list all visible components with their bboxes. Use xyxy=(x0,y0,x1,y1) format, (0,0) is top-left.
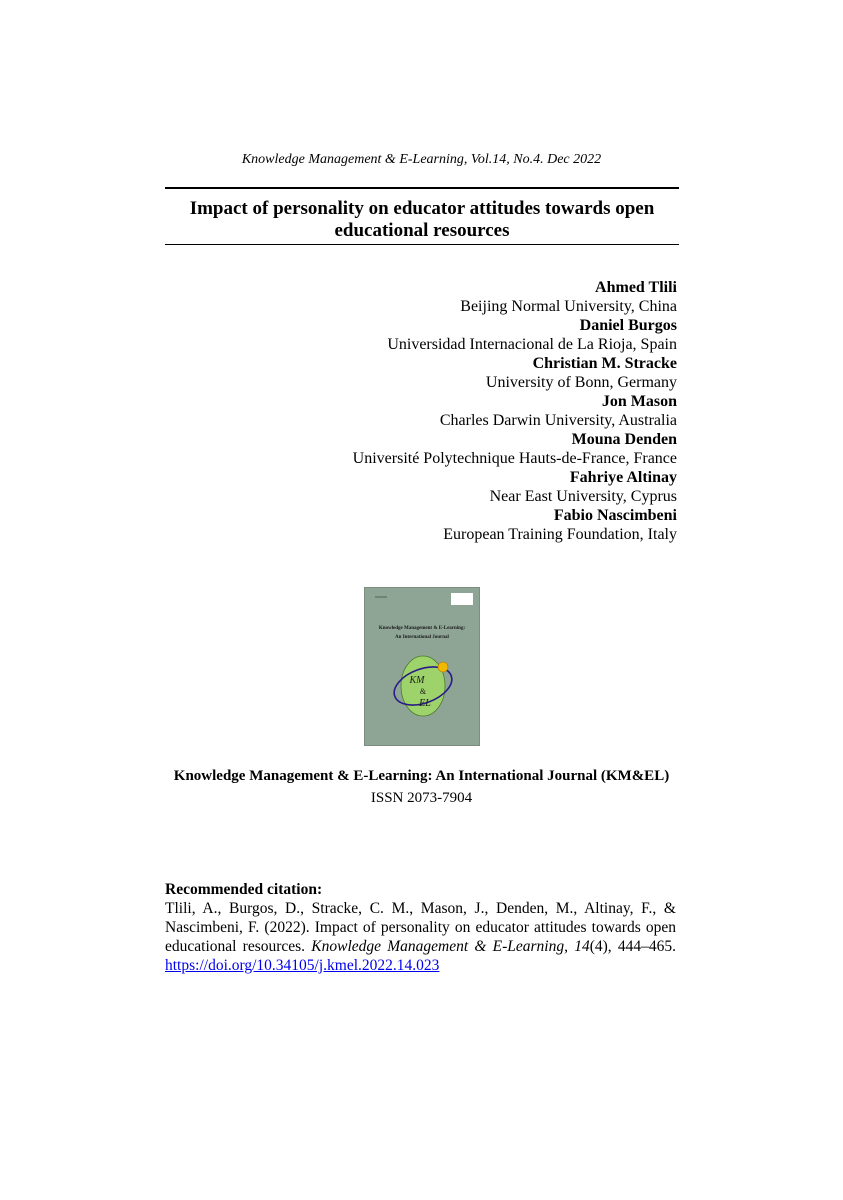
doi-link[interactable]: https://doi.org/10.34105/j.kmel.2022.14.023 xyxy=(165,957,440,974)
title-line-2: educational resources xyxy=(334,220,510,241)
running-head: Knowledge Management & E-Learning, Vol.14, No.4. Dec 2022 xyxy=(241,152,602,167)
author-affiliation: Near East University, Cyprus xyxy=(489,488,677,505)
article-title xyxy=(165,198,679,242)
cover-title-line-2: An International Journal xyxy=(395,635,449,640)
svg-text:EL: EL xyxy=(419,698,431,709)
author-name: Fabio Nascimbeni xyxy=(553,507,677,524)
author-name: Daniel Burgos xyxy=(579,317,677,334)
journal-logo-icon xyxy=(365,588,479,745)
author-name: Mouna Denden xyxy=(571,431,677,448)
author-affiliation: Beijing Normal University, China xyxy=(460,298,677,315)
title-line-1: Impact of personality on educator attitudes towards open xyxy=(189,198,655,219)
author-list xyxy=(157,278,677,544)
title-bottom-rule xyxy=(165,244,679,245)
journal-cover-image xyxy=(364,587,480,746)
citation-journal: Knowledge Management & E-Learning, 14 xyxy=(311,938,590,955)
citation-issue-pages: (4), 444–465. xyxy=(589,938,676,955)
svg-text:KM: KM xyxy=(409,675,425,686)
author-affiliation: University of Bonn, Germany xyxy=(485,374,677,391)
citation-reference: Tlili, A., Burgos, D., Stracke, C. M., Mason, J., Denden, M., Altinay, F., & Nascimbeni, F. (2022). Impact of personality on educator attitudes towards open educational resources. xyxy=(165,900,676,955)
citation-body xyxy=(165,899,676,975)
journal-issn: ISSN 2073-7904 xyxy=(370,790,473,806)
author-affiliation: European Training Foundation, Italy xyxy=(443,526,677,543)
author-name: Ahmed Tlili xyxy=(595,279,677,296)
author-affiliation: Université Polytechnique Hauts-de-France, France xyxy=(352,450,677,467)
citation-heading: Recommended citation: xyxy=(165,881,323,898)
svg-text:&: & xyxy=(419,687,427,696)
author-name: Christian M. Stracke xyxy=(532,355,677,372)
author-affiliation: Universidad Internacional de La Rioja, Spain xyxy=(387,336,677,353)
recommended-citation xyxy=(165,880,676,975)
title-top-rule xyxy=(165,187,679,189)
author-name: Jon Mason xyxy=(601,393,677,410)
cover-title-line-1: Knowledge Management & E-Learning: xyxy=(378,626,466,631)
author-name: Fahriye Altinay xyxy=(569,469,677,486)
cover-title xyxy=(369,624,475,642)
author-affiliation: Charles Darwin University, Australia xyxy=(439,412,677,429)
journal-full-name: Knowledge Management & E-Learning: An International Journal (KM&EL) xyxy=(173,768,670,784)
